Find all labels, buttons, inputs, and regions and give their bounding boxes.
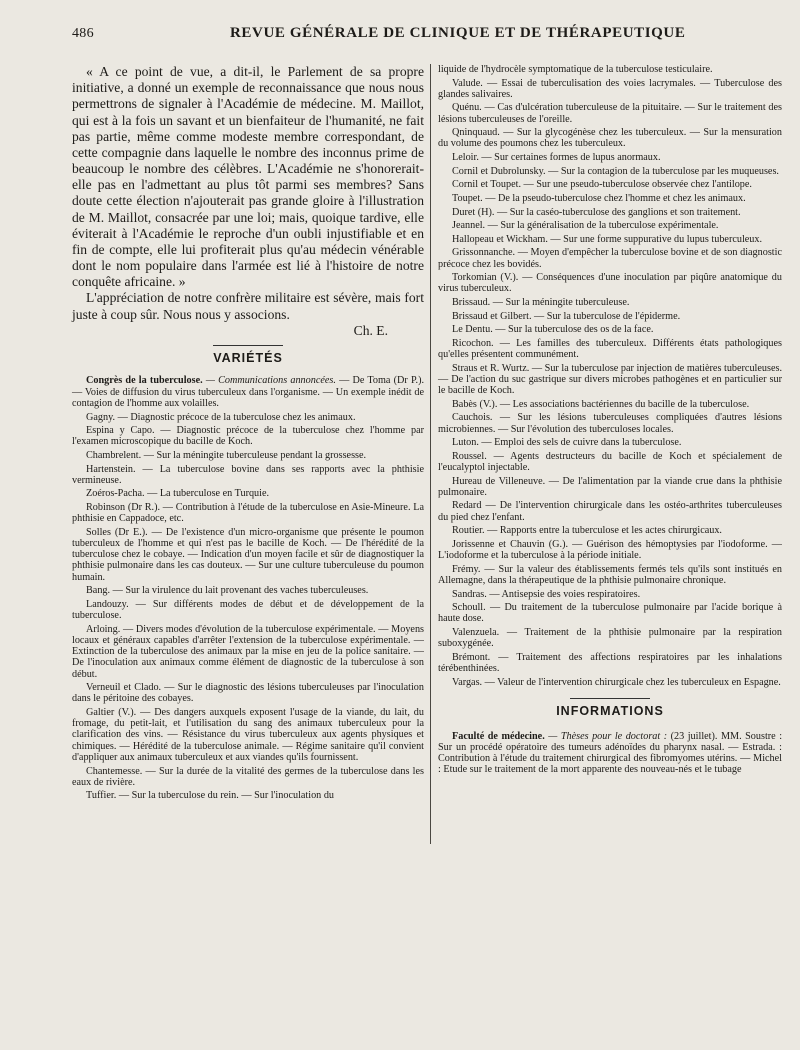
journal-title: REVUE GÉNÉRALE DE CLINIQUE ET DE THÉRAPEUTIQUE	[230, 25, 686, 41]
entry-paragraph: Redard — De l'intervention chirurgicale dans les ostéo-arthrites tuberculeuses du pied chez l'enfant.	[438, 500, 782, 523]
entry-paragraph: Valenzuela. — Traitement de la phthisie pulmonaire par la respiration suboxygénée.	[438, 626, 782, 650]
quote-paragraph-1: « A ce point de vue, a dit-il, le Parlement de sa propre initiative, a donné un exemple de reconnaissance que nous nous permettrons de signaler à l'Académie de médecine. M. Maillot, qui est à la fois un savant et un bienfaiteur de l'humanité, ne fait pas partie, même comme modeste membre correspondant, de cette compagnie dans laquelle le nombre des inconnus prime de beaucoup le nombre des célèbres. L'Académie ne s'honorerait-elle pas en l'admettant au plus tôt parmi ses membres? Sans doute cette élection n'ajouterait pas grande gloire à l'illustration de M. Maillot, consacrée par une loi; mais, quoique tardive, elle éviterait à l'Académie le reproche d'un oubli injustifiable et en fin de compte, elle lui profiterait plus qu'au médecin vénérable dont le nom populaire dans l'armée est lié à l'histoire de notre conquête africaine. »	[72, 64, 424, 290]
entry-paragraph: Toupet. — De la pseudo-tuberculose chez l'homme et chez les animaux.	[452, 192, 746, 204]
entry-paragraph: Brissaud et Gilbert. — Sur la tuberculose de l'épiderme.	[452, 310, 681, 322]
entry-paragraph: Luton. — Emploi des sels de cuivre dans la tuberculose.	[452, 437, 682, 449]
entry-paragraph: Cauchois. — Sur les lésions tuberculeuses compliquées d'autres lésions microbiennes. — Sur l'évolution des tuberculoses locales.	[438, 412, 782, 435]
informations-heading: INFORMATIONS	[556, 703, 664, 718]
congres-subtitle: — Communications annoncées.	[205, 375, 336, 387]
faculte-title: Faculté de médecine.	[452, 730, 545, 742]
congres-intro	[72, 375, 424, 409]
entry-paragraph: Torkomian (V.). — Conséquences d'une inoculation par piqûre anatomique du virus tuberculeux.	[438, 272, 782, 295]
congres-text: — De Toma (Dr P.). — Voies de diffusion du virus tuberculeux dans l'organisme. — Un exemple inédit de contagion de l'homme aux volailles.	[72, 375, 425, 409]
entry-paragraph: Ricochon. — Les familles des tuberculeux. Différents états pathologiques qu'elles présentent communément.	[438, 337, 782, 361]
entry-paragraph: Valude. — Essai de tuberculisation des voies lacrymales. — Tuberculose des glandes salivaires.	[438, 77, 782, 100]
entry-paragraph: Cornil et Dubrolunsky. — Sur la contagion de la tuberculose par les muqueuses.	[452, 165, 779, 177]
entry-paragraph: Duret (H). — Sur la caséo-tuberculose des ganglions et son traitement.	[452, 206, 741, 218]
entry-paragraph: Routier. — Rapports entre la tuberculose et les actes chirurgicaux.	[452, 525, 722, 537]
right-entry-list	[438, 78, 782, 688]
faculte-text: (23 juillet). MM. Soustre : Sur un procédé opératoire des tumeurs adénoïdes du pharynx nasal. — Estrada. : Contribution à l'étude du traitement chirurgical des fibromyomes utérins. — Michel : Etude sur le traitement de la mort apparente des nouveau-nés et le tubage	[438, 730, 783, 776]
entry-paragraph: Espina y Capo. — Diagnostic précoce de la tuberculose chez l'homme par l'examen microscopique du bacille de Koch.	[72, 425, 424, 448]
quote-paragraph-2: L'appréciation de notre confrère militaire est sévère, mais fort juste à coup sûr. Nous nous y associons.	[72, 290, 424, 322]
congres-title: Congrès de la tuberculose.	[86, 375, 203, 387]
entry-paragraph: Frémy. — Sur la valeur des établissements fermés tels qu'ils sont institués en Allemagne, dans la thérapeutique de la phthisie pulmonaire chronique.	[438, 563, 782, 586]
entry-paragraph: Brémont. — Traitement des affections respiratoires par les inhalations térébenthinées.	[438, 651, 782, 674]
entry-paragraph: Straus et R. Wurtz. — Sur la tuberculose par injection de matières tuberculeuses. — De l'action du suc gastrique sur divers microbes pathogènes et en particulier sur le bacille de Koch.	[438, 362, 782, 397]
entry-paragraph: Chambrelent. — Sur la méningite tuberculeuse pendant la grossesse.	[86, 449, 367, 461]
entry-paragraph: Grissonnanche. — Moyen d'empêcher la tuberculose bovine et de son diagnostic précoce chez les bovidés.	[438, 247, 782, 270]
entry-paragraph: Schoull. — Du traitement de la tuberculose pulmonaire par l'acide borique à haute dose.	[438, 602, 782, 625]
entry-paragraph: Babès (V.). — Les associations bactériennes du bacille de la tuberculose.	[452, 398, 750, 410]
entry-paragraph: Vargas. — Valeur de l'intervention chirurgicale chez les tuberculeux en Espagne.	[452, 676, 781, 688]
entry-paragraph: Zoéros-Pacha. — La tuberculose en Turquie.	[86, 488, 270, 500]
entry-paragraph: Roussel. — Agents destructeurs du bacille de Koch et spécialement de l'eucalyptol injectable.	[438, 450, 782, 473]
faculte-paragraph	[438, 731, 782, 776]
entry-paragraph: Quénu. — Cas d'ulcération tuberculeuse de la pituitaire. — Sur le traitement des lésions tuberculeuses de l'oreille.	[438, 102, 782, 125]
signature: Ch. E.	[353, 322, 388, 338]
entry-paragraph: Jeannel. — Sur la généralisation de la tuberculose expérimentale.	[452, 220, 719, 232]
entry-paragraph: Galtier (V.). — Des dangers auxquels exposent l'usage de la viande, du lait, du fromage, du petit-lait, et l'utilisation du sang des animaux tuberculeux pour la clarification des vins. — Résistance du virus tuberculeux aux agents physiques et chimiques. — Hérédité de la tuberculose animale. — Régime sanitaire qu'il convient d'appliquer aux animaux tuberculeux et aux viandes qu'ils fournissent.	[72, 707, 424, 763]
entry-paragraph: Hartenstein. — La tuberculose bovine dans ses rapports avec la phthisie vermineuse.	[72, 463, 424, 486]
entry-paragraph: Cornil et Toupet. — Sur une pseudo-tuberculose observée chez l'antilope.	[452, 179, 752, 191]
left-column	[72, 64, 424, 804]
entry-paragraph: Arloing. — Divers modes d'évolution de la tuberculose expérimentale. — Moyens locaux et généraux capables d'arrêter l'extension de la tuberculose expérimentale. — Extinction de la tuberculose des animaux par la mise en jeu de la police sanitaire. — De l'inoculation aux animaux comme élément de diagnostic de la tuberculose à son début.	[72, 623, 424, 680]
entry-paragraph: Verneuil et Clado. — Sur le diagnostic des lésions tuberculeuses par l'inoculation dans le péritoine des cobayes.	[72, 682, 424, 705]
continuation-text: liquide de l'hydrocèle symptomatique de la tuberculose testiculaire.	[438, 64, 713, 75]
entry-paragraph: Hallopeau et Wickham. — Sur une forme suppurative du lupus tuberculeux.	[452, 233, 763, 245]
entry-paragraph: Jorissenne et Chauvin (G.). — Guérison des hémoptysies par l'iodoforme. — L'iodoforme et la tuberculose à la période initiale.	[438, 538, 782, 562]
entry-paragraph: Qninquaud. — Sur la glycogénèse chez les tuberculeux. — Sur la mensuration du volume des poumons chez les tuberculeux.	[438, 127, 782, 150]
left-entry-list	[72, 412, 424, 802]
entry-paragraph: Tuffier. — Sur la tuberculose du rein. — Sur l'inoculation du	[86, 790, 335, 802]
entry-paragraph: Sandras. — Antisepsie des voies respiratoires.	[452, 588, 641, 600]
entry-paragraph: Robinson (Dr R.). — Contribution à l'étude de la tuberculose en Asie-Mineure. La phthisie en Cappadoce, etc.	[72, 501, 424, 525]
page-number: 486	[72, 26, 94, 41]
entry-paragraph: Solles (Dr E.). — De l'existence d'un micro-organisme que présente le poumon tuberculeux de l'homme et qui n'est pas le bacille de Koch. — De l'hérédité de la tuberculose chez le cobaye. — Indication d'un moyen facile et sûr de diagnostiquer la phthisie pulmonaire dans les cas douteux. — Sur une culture tuberculeuse du poumon humain.	[72, 526, 424, 583]
right-column	[438, 64, 782, 778]
entry-paragraph: Brissaud. — Sur la méningite tuberculeuse.	[452, 297, 630, 309]
varietes-heading: VARIÉTÉS	[213, 350, 283, 365]
column-divider	[430, 64, 431, 844]
separator-rule	[570, 698, 650, 699]
entry-paragraph: Landouzy. — Sur différents modes de début et de développement de la tuberculose.	[72, 598, 424, 622]
page-header	[72, 24, 762, 46]
quote-block	[72, 64, 424, 323]
entry-paragraph: Gagny. — Diagnostic précoce de la tuberculose chez les animaux.	[86, 411, 356, 423]
entry-paragraph: Leloir. — Sur certaines formes de lupus anormaux.	[452, 152, 661, 164]
separator-rule	[213, 345, 283, 346]
entry-paragraph: Hureau de Villeneuve. — De l'alimentation par la viande crue dans la phthisie pulmonaire.	[438, 475, 782, 498]
entry-paragraph: Le Dentu. — Sur la tuberculose des os de la face.	[452, 324, 654, 336]
entry-paragraph: Chantemesse. — Sur la durée de la vitalité des germes de la tuberculose dans les eaux de rivière.	[72, 765, 424, 788]
faculte-subtitle: — Thèses pour le doctorat :	[548, 730, 668, 742]
entry-paragraph: Bang. — Sur la virulence du lait provenant des vaches tuberculeuses.	[86, 585, 369, 597]
